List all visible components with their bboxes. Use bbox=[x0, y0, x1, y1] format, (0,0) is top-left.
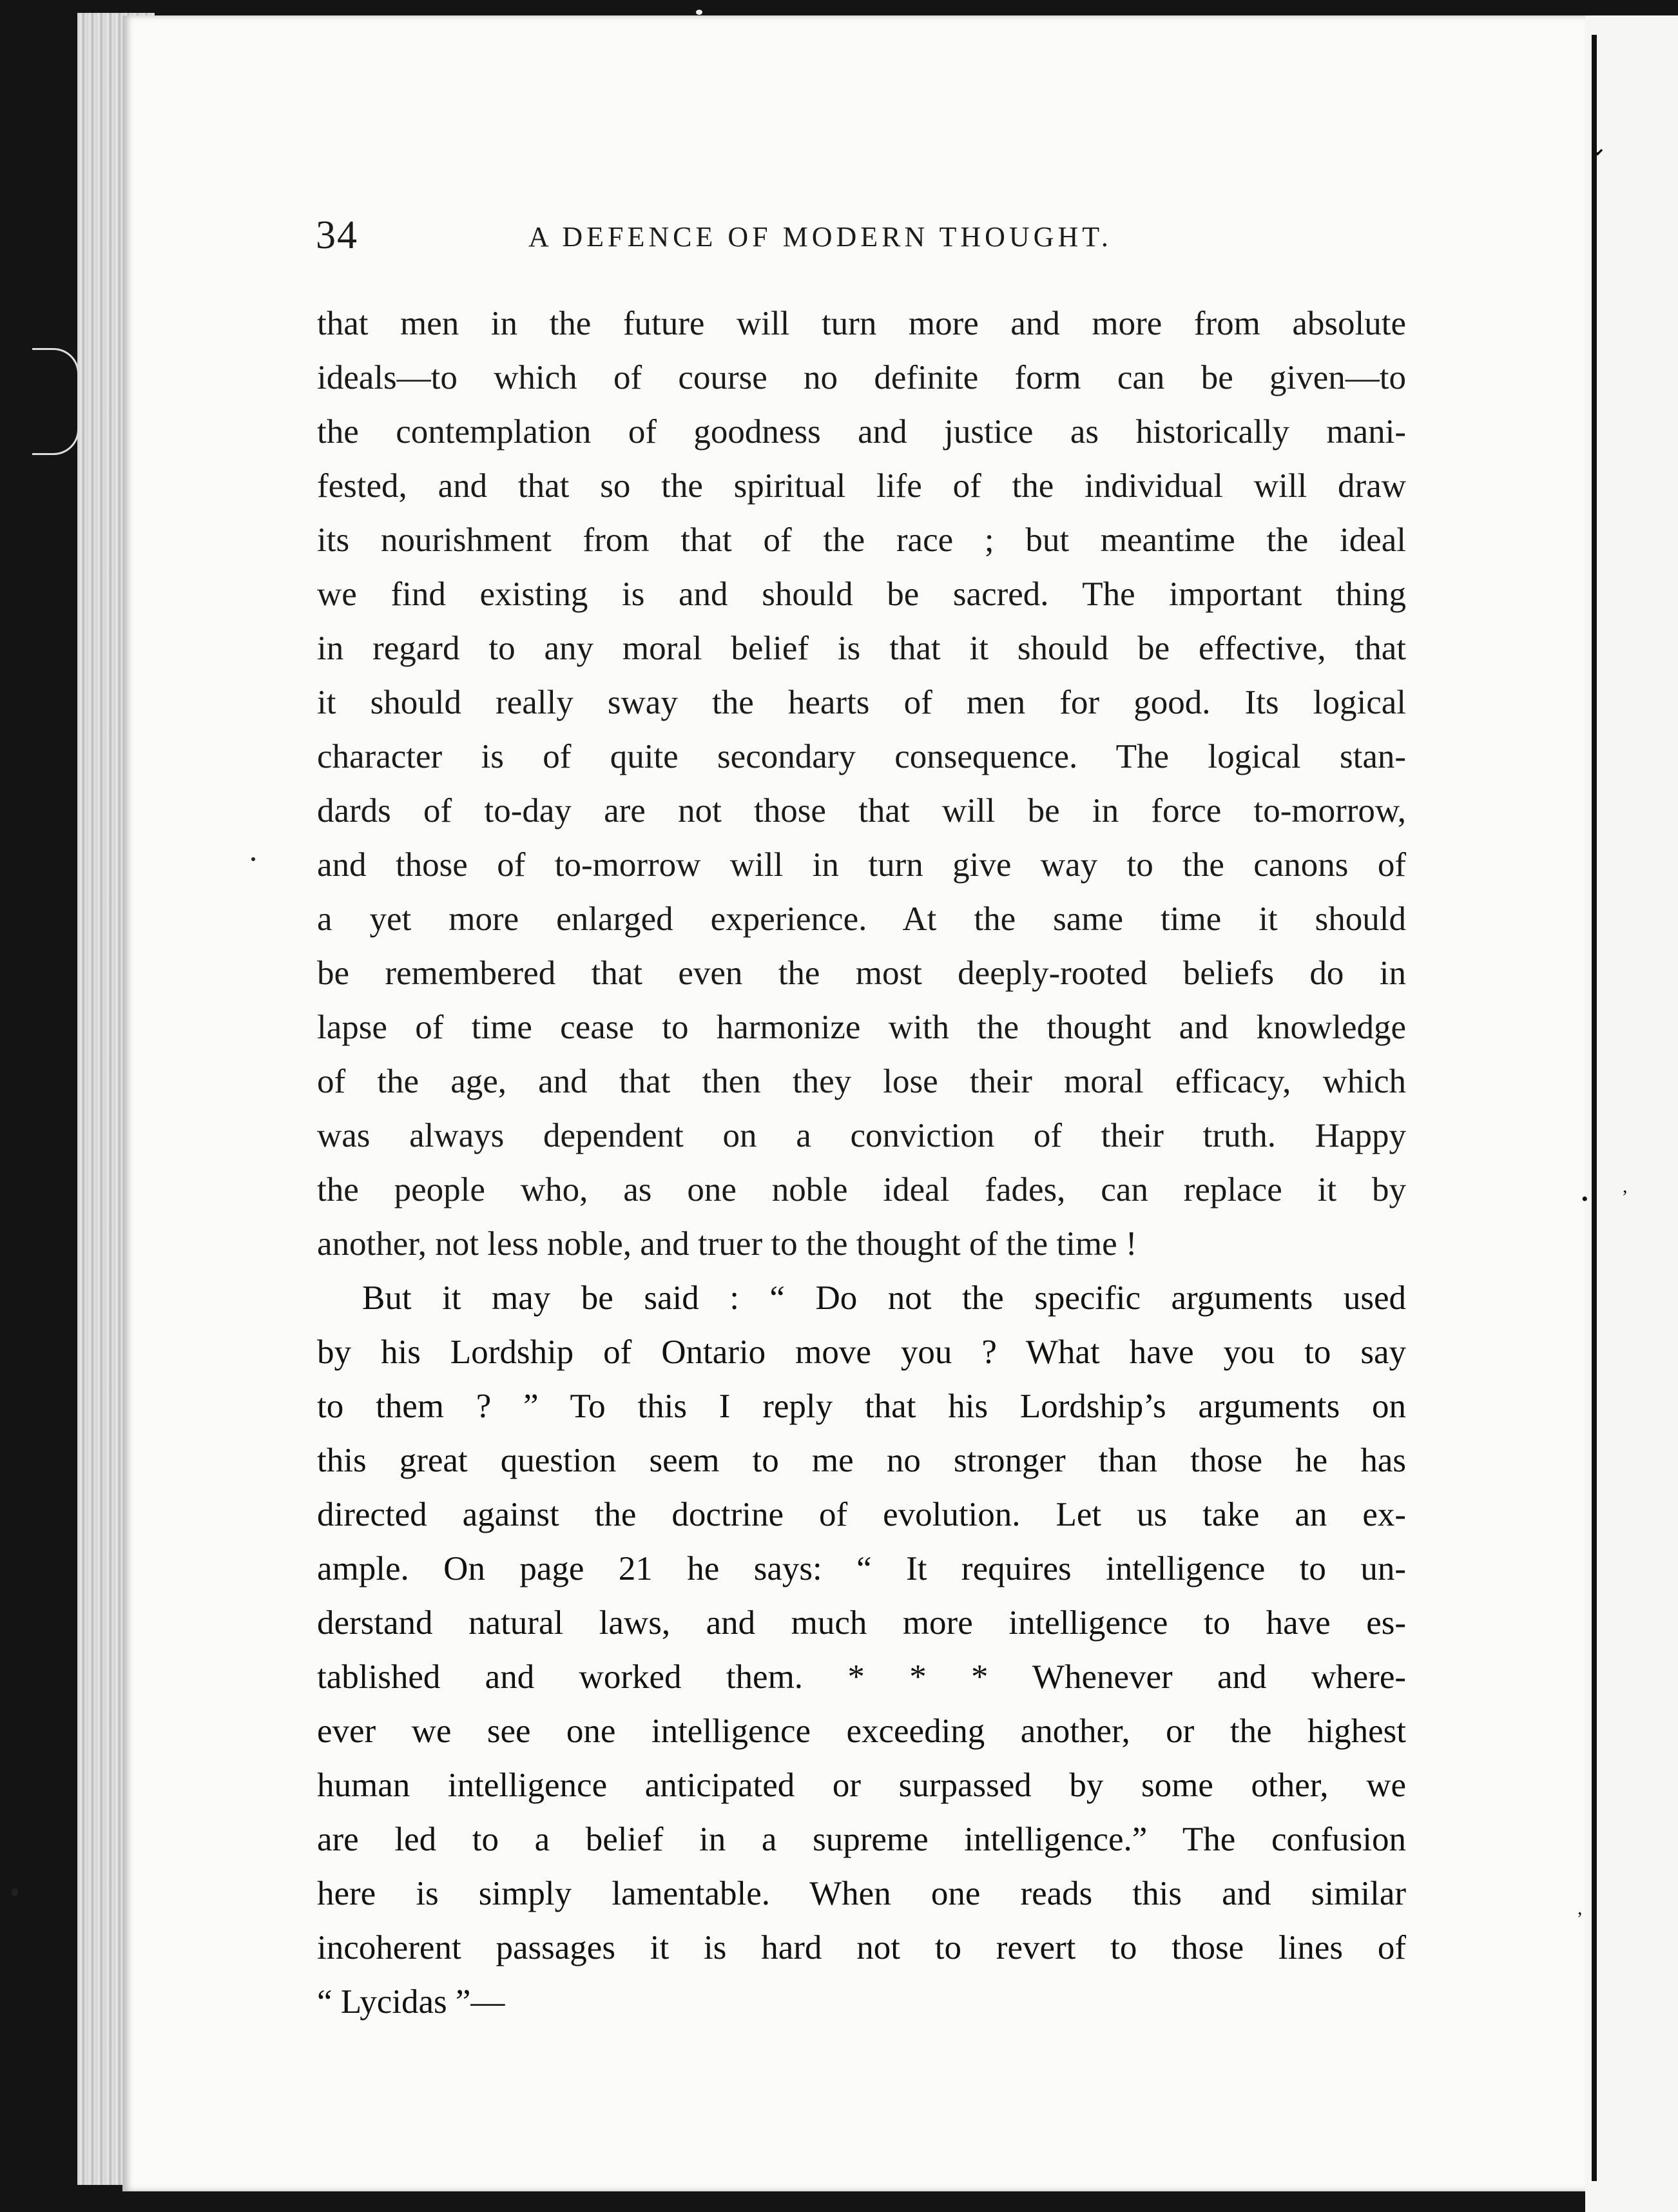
text-line: of the age, and that then they lose their moral efficacy, which bbox=[317, 1063, 1406, 1100]
speck bbox=[696, 10, 702, 15]
text-line: fested, and that so the spiritual life of the individual will draw bbox=[317, 467, 1406, 505]
text-line: But it may be said : “ Do not the specific arguments used bbox=[362, 1279, 1406, 1317]
text-line: its nourishment from that of the race ; but meantime the ideal bbox=[317, 521, 1406, 559]
page-number: 34 bbox=[316, 213, 358, 257]
text-line: in regard to any moral belief is that it should be effective, that bbox=[317, 630, 1406, 667]
speck bbox=[12, 1888, 18, 1896]
text-line: here is simply lamentable. When one reads this and similar bbox=[317, 1875, 1406, 1912]
text-line: this great question seem to me no stronger than those he has bbox=[317, 1442, 1406, 1479]
paragraph bbox=[317, 1271, 1406, 2029]
text-line: by his Lordship of Ontario move you ? What have you to say bbox=[317, 1334, 1406, 1371]
text-line: ideals—to which of course no definite form can be given—to bbox=[317, 359, 1406, 396]
facing-page-gutter-line bbox=[1592, 35, 1597, 2181]
text-line: dards of to-day are not those that will be in force to-morrow, bbox=[317, 792, 1406, 830]
text-line: to them ? ” To this I reply that his Lordship’s arguments on bbox=[317, 1388, 1406, 1425]
text-line: ample. On page 21 he says: “ It requires intelligence to un- bbox=[317, 1550, 1406, 1587]
text-line: be remembered that even the most deeply-rooted beliefs do in bbox=[317, 955, 1406, 992]
text-line: ever we see one intelligence exceeding another, or the highest bbox=[317, 1712, 1406, 1750]
text-line: the contemplation of goodness and justice as historically mani- bbox=[317, 413, 1406, 451]
text-line: directed against the doctrine of evolution. Let us take an ex- bbox=[317, 1496, 1406, 1533]
text-line: character is of quite secondary consequence. The logical stan- bbox=[317, 738, 1406, 775]
text-line: human intelligence anticipated or surpassed by some other, we bbox=[317, 1767, 1406, 1804]
text-line: the people who, as one noble ideal fades, can replace it by bbox=[317, 1171, 1406, 1208]
text-line: was always dependent on a conviction of their truth. Happy bbox=[317, 1117, 1406, 1154]
text-line: “ Lycidas ”— bbox=[317, 1983, 505, 2021]
scan-mark: , bbox=[1623, 1176, 1628, 1197]
scan-mark: ⌄ bbox=[1586, 132, 1608, 161]
text-line: incoherent passages it is hard not to revert to those lines of bbox=[317, 1929, 1406, 1966]
body-text bbox=[317, 296, 1406, 2029]
text-line: tablished and worked them. * * * Whenever and where- bbox=[317, 1658, 1406, 1696]
text-line: we find existing is and should be sacred. The important thing bbox=[317, 576, 1406, 613]
text-line: derstand natural laws, and much more intelligence to have es- bbox=[317, 1604, 1406, 1642]
facing-page-edge bbox=[1577, 15, 1678, 2212]
text-line: lapse of time cease to harmonize with the thought and knowledge bbox=[317, 1009, 1406, 1046]
text-line: another, not less noble, and truer to the thought of the time ! bbox=[317, 1225, 1137, 1263]
page-header bbox=[316, 213, 1424, 264]
text-line: that men in the future will turn more and more from absolute bbox=[317, 305, 1406, 342]
text-line: it should really sway the hearts of men for good. Its logical bbox=[317, 684, 1406, 721]
text-line: are led to a belief in a supreme intelligence.” The confusion bbox=[317, 1821, 1406, 1858]
scan-mark: , bbox=[1577, 1897, 1583, 1919]
speck bbox=[251, 857, 255, 861]
scan-mark: • bbox=[1581, 1188, 1588, 1210]
text-line: and those of to-morrow will in turn give way to the canons of bbox=[317, 846, 1406, 884]
paper-curl bbox=[32, 348, 79, 455]
text-line: a yet more enlarged experience. At the same time it should bbox=[317, 900, 1406, 938]
running-title: A DEFENCE OF MODERN THOUGHT. bbox=[528, 221, 1112, 253]
paragraph bbox=[317, 296, 1406, 1271]
